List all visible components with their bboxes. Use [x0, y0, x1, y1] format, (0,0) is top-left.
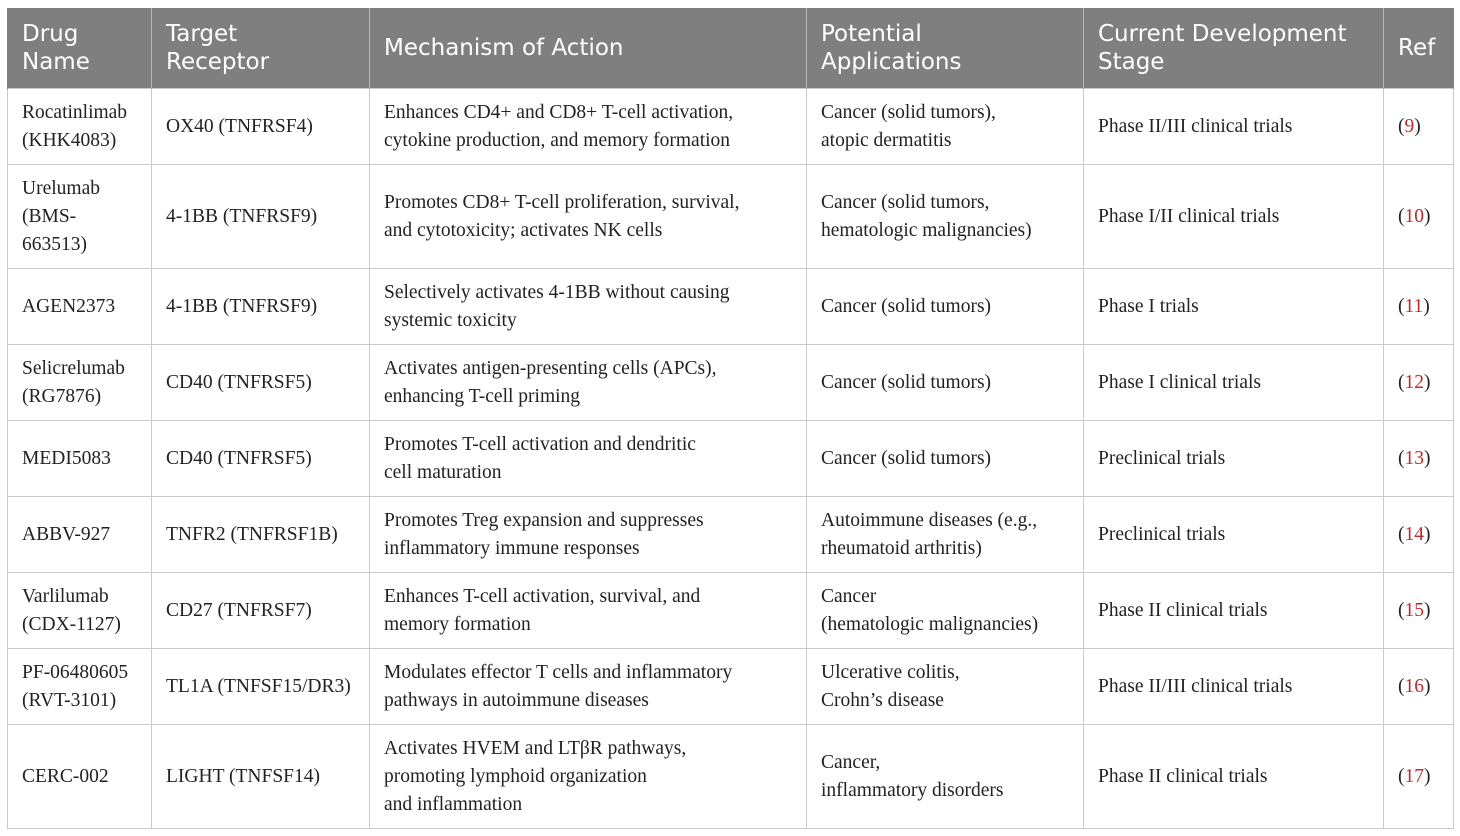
- applications-cell: Cancer (hematologic malignancies): [807, 573, 1084, 649]
- drug-name-cell: PF-06480605 (RVT-3101): [8, 649, 152, 725]
- ref-link[interactable]: 15: [1404, 599, 1424, 621]
- stage-cell: Phase II clinical trials: [1084, 725, 1384, 829]
- applications-cell: Autoimmune diseases (e.g., rheumatoid arthritis): [807, 497, 1084, 573]
- applications-cell: Cancer (solid tumors): [807, 345, 1084, 421]
- drug-table: [7, 8, 1454, 829]
- mechanism-cell: Modulates effector T cells and inflammatory pathways in autoimmune diseases: [370, 649, 807, 725]
- mechanism-cell: Enhances CD4+ and CD8+ T-cell activation, cytokine production, and memory formation: [370, 89, 807, 165]
- ref-cell: (13): [1384, 421, 1454, 497]
- stage-cell: Phase I/II clinical trials: [1084, 165, 1384, 269]
- table-row: [8, 345, 1454, 421]
- applications-cell: Ulcerative colitis, Crohn’s disease: [807, 649, 1084, 725]
- ref-link[interactable]: 17: [1404, 765, 1424, 787]
- table-row: [8, 573, 1454, 649]
- ref-cell: (11): [1384, 269, 1454, 345]
- ref-link[interactable]: 11: [1404, 295, 1424, 317]
- ref-cell: (9): [1384, 89, 1454, 165]
- drug-name-cell: Varlilumab (CDX-1127): [8, 573, 152, 649]
- header-mechanism: Mechanism of Action: [370, 8, 807, 89]
- drug-name-cell: Selicrelumab (RG7876): [8, 345, 152, 421]
- ref-link[interactable]: 14: [1404, 523, 1424, 545]
- drug-name-cell: ABBV-927: [8, 497, 152, 573]
- mechanism-cell: Promotes T-cell activation and dendritic cell maturation: [370, 421, 807, 497]
- stage-cell: Phase II clinical trials: [1084, 573, 1384, 649]
- mechanism-cell: Activates antigen-presenting cells (APCs), enhancing T-cell priming: [370, 345, 807, 421]
- applications-cell: Cancer (solid tumors, hematologic malignancies): [807, 165, 1084, 269]
- mechanism-cell: Activates HVEM and LTβR pathways, promoting lymphoid organization and inflammation: [370, 725, 807, 829]
- stage-cell: Phase I trials: [1084, 269, 1384, 345]
- header-ref: Ref: [1384, 8, 1454, 89]
- target-receptor-cell: 4-1BB (TNFRSF9): [152, 165, 370, 269]
- mechanism-cell: Promotes CD8+ T-cell proliferation, survival, and cytotoxicity; activates NK cells: [370, 165, 807, 269]
- table-row: [8, 421, 1454, 497]
- ref-cell: (17): [1384, 725, 1454, 829]
- ref-link[interactable]: 16: [1404, 675, 1424, 697]
- stage-cell: Phase II/III clinical trials: [1084, 649, 1384, 725]
- drug-name-cell: CERC-002: [8, 725, 152, 829]
- table-row: [8, 269, 1454, 345]
- target-receptor-cell: CD40 (TNFRSF5): [152, 345, 370, 421]
- header-drug-name: Drug Name: [8, 8, 152, 89]
- header-applications: Potential Applications: [807, 8, 1084, 89]
- ref-cell: (15): [1384, 573, 1454, 649]
- target-receptor-cell: OX40 (TNFRSF4): [152, 89, 370, 165]
- stage-cell: Preclinical trials: [1084, 421, 1384, 497]
- table-row: [8, 497, 1454, 573]
- header-row: [8, 8, 1454, 89]
- target-receptor-cell: CD40 (TNFRSF5): [152, 421, 370, 497]
- table-row: [8, 725, 1454, 829]
- ref-cell: (10): [1384, 165, 1454, 269]
- table-body: [8, 89, 1454, 829]
- mechanism-cell: Promotes Treg expansion and suppresses inflammatory immune responses: [370, 497, 807, 573]
- target-receptor-cell: TL1A (TNFSF15/DR3): [152, 649, 370, 725]
- drug-name-cell: Rocatinlimab (KHK4083): [8, 89, 152, 165]
- ref-cell: (12): [1384, 345, 1454, 421]
- drug-name-cell: MEDI5083: [8, 421, 152, 497]
- ref-link[interactable]: 12: [1404, 371, 1424, 393]
- header-target-receptor: Target Receptor: [152, 8, 370, 89]
- stage-cell: Phase I clinical trials: [1084, 345, 1384, 421]
- ref-link[interactable]: 13: [1404, 447, 1424, 469]
- mechanism-cell: Enhances T-cell activation, survival, and memory formation: [370, 573, 807, 649]
- drug-name-cell: AGEN2373: [8, 269, 152, 345]
- ref-link[interactable]: 10: [1404, 205, 1424, 227]
- drug-name-cell: Urelumab (BMS- 663513): [8, 165, 152, 269]
- stage-cell: Preclinical trials: [1084, 497, 1384, 573]
- header-stage: Current Development Stage: [1084, 8, 1384, 89]
- applications-cell: Cancer (solid tumors): [807, 269, 1084, 345]
- ref-cell: (16): [1384, 649, 1454, 725]
- ref-cell: (14): [1384, 497, 1454, 573]
- drug-table-container: [7, 8, 1453, 829]
- stage-cell: Phase II/III clinical trials: [1084, 89, 1384, 165]
- applications-cell: Cancer, inflammatory disorders: [807, 725, 1084, 829]
- target-receptor-cell: CD27 (TNFRSF7): [152, 573, 370, 649]
- table-header: [8, 8, 1454, 89]
- target-receptor-cell: LIGHT (TNFSF14): [152, 725, 370, 829]
- ref-link[interactable]: 9: [1404, 115, 1415, 137]
- applications-cell: Cancer (solid tumors), atopic dermatitis: [807, 89, 1084, 165]
- mechanism-cell: Selectively activates 4-1BB without causing systemic toxicity: [370, 269, 807, 345]
- applications-cell: Cancer (solid tumors): [807, 421, 1084, 497]
- table-row: [8, 649, 1454, 725]
- target-receptor-cell: TNFR2 (TNFRSF1B): [152, 497, 370, 573]
- target-receptor-cell: 4-1BB (TNFRSF9): [152, 269, 370, 345]
- table-row: [8, 165, 1454, 269]
- table-row: [8, 89, 1454, 165]
